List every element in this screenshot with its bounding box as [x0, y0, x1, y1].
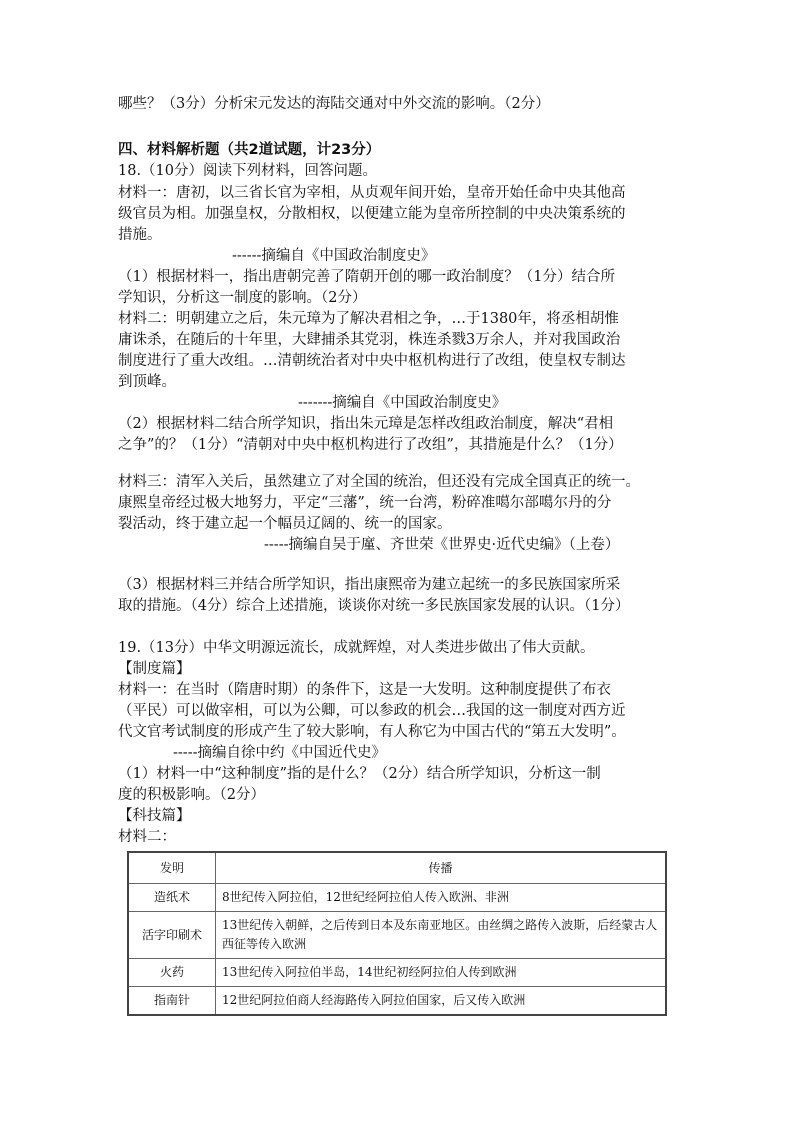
q18-material1-line: 级官员为相。加强皇权，分散相权，以便建立能为皇帝所控制的中央决策系统的: [118, 206, 626, 222]
q19-material1-line: （平民）可以做宰相，可以为公卿，可以参政的机会…我国的这一制度对西方近: [118, 703, 626, 719]
table-row: [128, 987, 666, 1016]
q19-question1-line: 度的积极影响。（2分）: [118, 787, 265, 803]
q18-material2-line: 到顶峰。: [118, 374, 176, 390]
table-row: [128, 912, 666, 959]
q18-question1-line: 学知识，分析这一制度的影响。（2分）: [118, 290, 367, 306]
q18-question1-line: （1）根据材料一，指出唐朝完善了隋朝开创的哪一政治制度？（1分）结合所: [118, 269, 615, 285]
q18-intro: 18.（10分）阅读下列材料，回答问题。: [118, 163, 378, 179]
q18-question3-line: 取的措施。（4分）综合上述措施，谈谈你对统一多民族国家发展的认识。（1分）: [118, 598, 630, 614]
q19-question1-line: （1）材料一中“这种制度”指的是什么？（2分）结合所学知识，分析这一制: [118, 766, 601, 782]
q19-material1-source: -----摘编自徐中约《中国近代史》: [173, 745, 386, 761]
spread-desc-cell: 13世纪传入朝鲜，之后传到日本及东南亚地区。由丝绸之路传入波斯，后经蒙古人西征等传入欧洲: [216, 912, 667, 959]
q18-material2-line: 材料二：明朝建立之后，朱元璋为了解决君相之争，…于1380年，将丞相胡惟: [118, 311, 619, 327]
spread-desc-cell: 8世纪传入阿拉伯，12世纪经阿拉伯人传入欧洲、非洲: [216, 884, 667, 912]
q18-question2-line: （2）根据材料二结合所学知识，指出朱元璋是怎样改组政治制度，解决“君相: [118, 416, 614, 432]
q18-question3-line: （3）根据材料三并结合所学知识，指出康熙帝为建立起统一的多民族国家所采: [118, 577, 621, 593]
q19-intro: 19.（13分）中华文明源远流长，成就辉煌，对人类进步做出了伟大贡献。: [118, 640, 595, 656]
q19-material1-line: 代文官考试制度的形成产生了较大影响，有人称它为中国古代的“第五大发明”。: [118, 724, 626, 740]
q18-material1-line: 措施。: [118, 227, 162, 243]
table-header-spread: 传播: [216, 852, 667, 884]
invention-name-cell: 指南针: [128, 987, 216, 1016]
table-header-row: [128, 852, 666, 884]
q18-material2-line: 庸诛杀，在随后的十年里，大肆捕杀其党羽，株连杀戮3万余人，并对我国政治: [118, 332, 621, 348]
inventions-table: [127, 851, 667, 1016]
table-row: [128, 884, 666, 912]
q19-part-heading: 【制度篇】: [118, 661, 191, 677]
table-header-invention: 发明: [128, 852, 216, 884]
q19-part-heading: 【科技篇】: [118, 808, 191, 824]
q18-material3-line: 康熙皇帝经过极大地努力，平定“三藩”，统一台湾，粉碎准噶尔部噶尔丹的分: [118, 495, 612, 511]
invention-name-cell: 活字印刷术: [128, 912, 216, 959]
invention-name-cell: 造纸术: [128, 884, 216, 912]
table-row: [128, 959, 666, 987]
spread-desc-cell: 12世纪阿拉伯商人经海路传入阿拉伯国家，后又传入欧洲: [216, 987, 667, 1016]
q18-question2-line: 之争”的？（1分）“清朝对中央中枢机构进行了改组”，其措施是什么？（1分）: [118, 437, 623, 453]
continued-question-line: 哪些？（3分）分析宋元发达的海陆交通对中外交流的影响。（2分）: [118, 96, 550, 112]
spread-desc-cell: 13世纪传入阿拉伯半岛，14世纪初经阿拉伯人传到欧洲: [216, 959, 667, 987]
q18-material2-line: 制度进行了重大改组。…清朝统治者对中央中枢机构进行了改组，使皇权专制达: [118, 353, 626, 369]
q18-material1-source: ------摘编自《中国政治制度史》: [232, 248, 436, 264]
q18-material2-source: -------摘编自《中国政治制度史》: [298, 395, 507, 411]
q18-material3-line: 材料三：清军入关后，虽然建立了对全国的统治，但还没有完成全国真正的统一。: [118, 474, 640, 490]
q18-material1-line: 材料一：唐初，以三省长官为宰相，从贞观年间开始，皇帝开始任命中央其他高: [118, 185, 626, 201]
section-heading: 四、材料解析题（共2道试题，计23分）: [118, 142, 381, 158]
q18-material3-source: -----摘编自吴于廑、齐世荣《世界史·近代史编》（上卷）: [264, 537, 620, 553]
q18-material3-line: 裂活动，终于建立起一个幅员辽阔的、统一的国家。: [118, 516, 452, 532]
q19-material2-label: 材料二：: [118, 829, 176, 845]
invention-name-cell: 火药: [128, 959, 216, 987]
q19-material1-line: 材料一：在当时（隋唐时期）的条件下，这是一大发明。这种制度提供了布衣: [118, 682, 611, 698]
